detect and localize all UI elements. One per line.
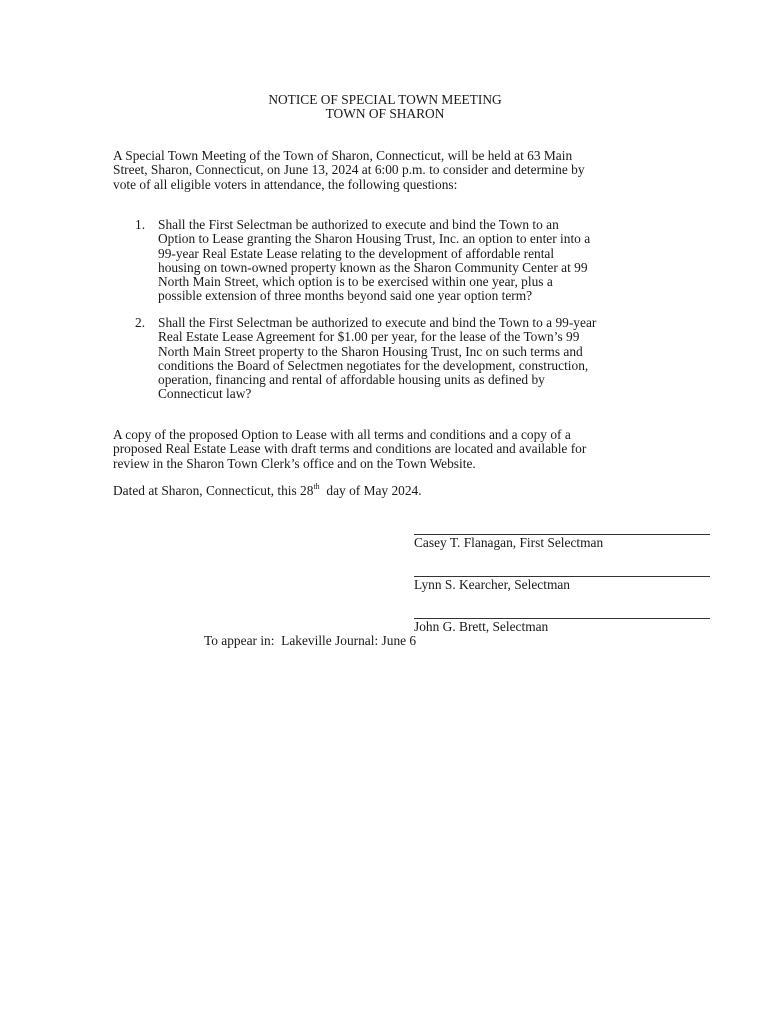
signature-name: Casey T. Flanagan, First Selectman [414, 535, 604, 550]
intro-line: Street, Sharon, Connecticut, on June 13, 2024 at 6:00 p.m. to consider and determine by [113, 162, 585, 178]
signature-name: John G. Brett, Selectman [414, 619, 549, 634]
dated-line [113, 481, 658, 498]
notice-title: NOTICE OF SPECIAL TOWN MEETING [268, 92, 502, 107]
copy-line: A copy of the proposed Option to Lease with all terms and conditions and a copy of a [113, 427, 571, 442]
dated-ordinal-suffix: th [313, 481, 320, 491]
question-1 [135, 217, 663, 304]
question-number: 1. [135, 217, 146, 232]
question-line: Shall the First Selectman be authorized to execute and bind the Town to an [158, 217, 559, 232]
copy-line: review in the Sharon Town Clerk’s office and on the Town Website. [113, 455, 476, 471]
question-line: conditions the Board of Selectmen negotiates for the development, construction, [158, 357, 589, 373]
notice-subtitle: TOWN OF SHARON [325, 106, 445, 121]
intro-line: A Special Town Meeting of the Town of Sharon, Connecticut, will be held at 63 Main [113, 148, 573, 163]
copy-availability-paragraph [113, 428, 658, 471]
question-line: Shall the First Selectman be authorized to execute and bind the Town to a 99-year [158, 315, 597, 330]
question-line: possible extension of three months beyond said one year option term? [158, 288, 533, 304]
intro-line: vote of all eligible voters in attendance, the following questions: [113, 176, 458, 192]
question-2 [135, 315, 663, 402]
question-line: Connecticut law? [158, 386, 252, 402]
signature-name: Lynn S. Kearcher, Selectman [414, 577, 571, 592]
question-line: Option to Lease granting the Sharon Housing Trust, Inc. an option to enter into a [158, 231, 591, 247]
dated-suffix: day of May 2024. [319, 483, 422, 498]
question-line: operation, financing and rental of affordable housing units as defined by [158, 372, 545, 388]
question-line: Real Estate Lease Agreement for $1.00 per year, for the lease of the Town’s 99 [158, 329, 580, 345]
question-line: North Main Street, which option is to be exercised within one year, plus a [158, 274, 553, 290]
question-line: North Main Street property to the Sharon Housing Trust, Inc on such terms and [158, 343, 583, 359]
dated-prefix: Dated at Sharon, Connecticut, this 28 [113, 483, 314, 498]
publication-note: To appear in: Lakeville Journal: June 6 [204, 633, 417, 648]
question-line: 99-year Real Estate Lease relating to the development of affordable rental [158, 245, 555, 261]
question-line: housing on town-owned property known as the Sharon Community Center at 99 [158, 259, 588, 275]
copy-line: proposed Real Estate Lease with draft terms and conditions are located and available for [113, 441, 587, 457]
question-number: 2. [135, 315, 146, 330]
intro-paragraph [113, 149, 658, 192]
